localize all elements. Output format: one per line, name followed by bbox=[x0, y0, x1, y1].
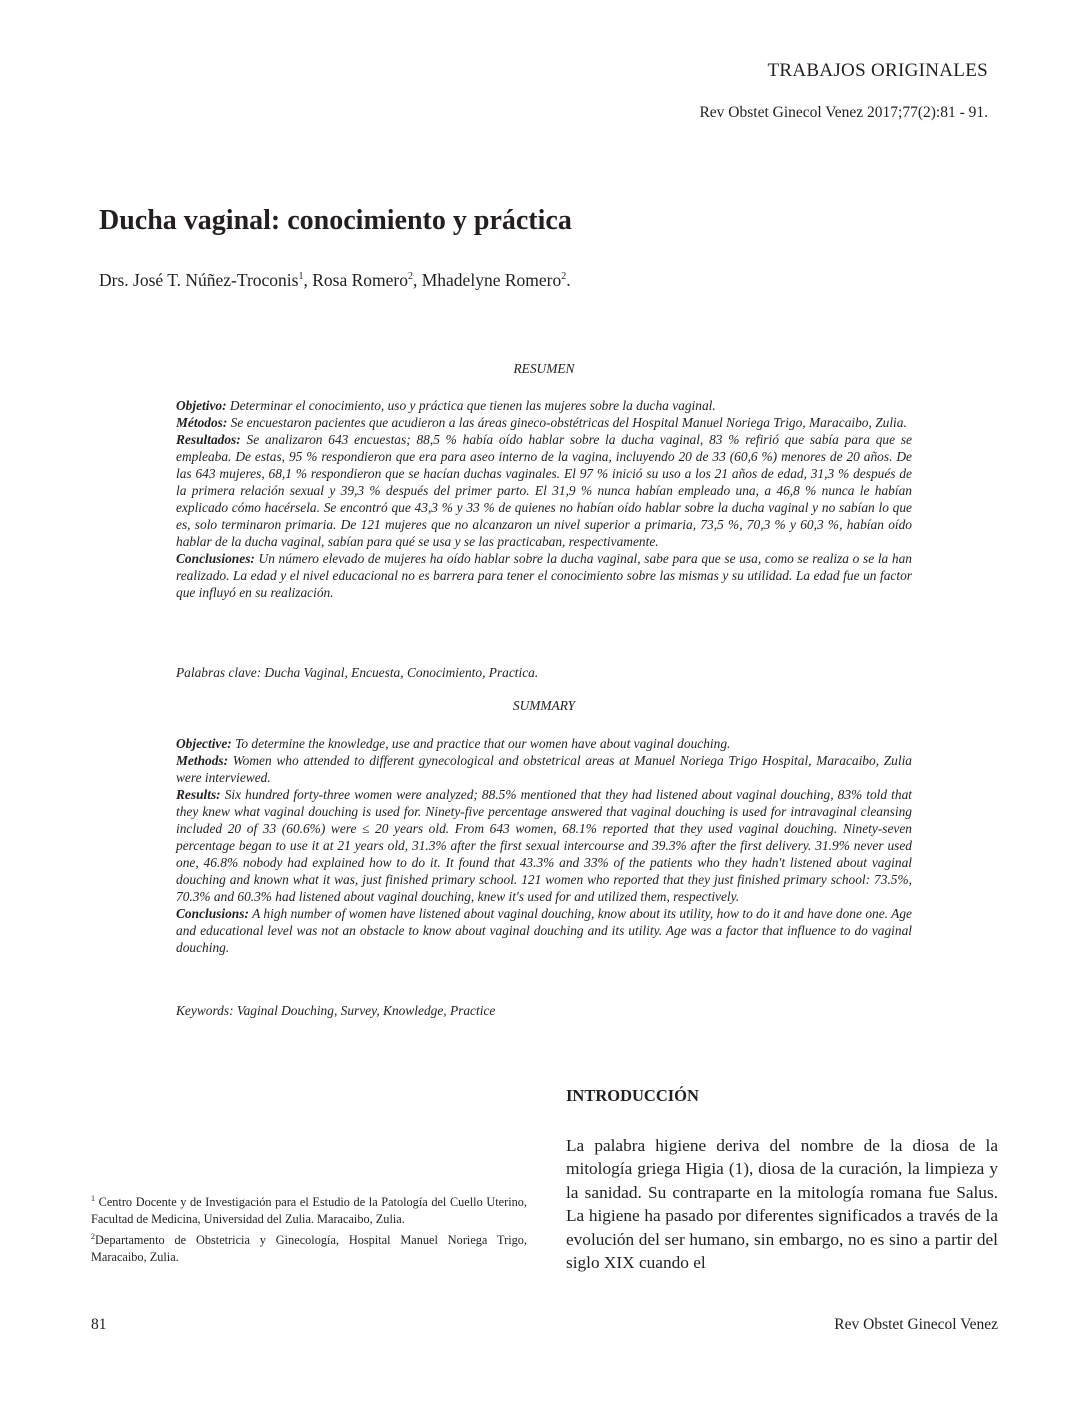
footnote-1 bbox=[91, 1190, 527, 1228]
summary-methods bbox=[176, 752, 912, 786]
summary-conclusions-label: Conclusions: bbox=[176, 906, 249, 921]
resumen-metodos bbox=[176, 414, 912, 431]
resumen-resultados-text: Se analizaron 643 encuestas; 88,5 % había oído hablar sobre la ducha vaginal, 83 % refirió que sabía para que se empleaba. De estas, 95 % respondieron que era para aseo interno de la vagina, incluyendo 20 de 33 (60,6 %) menores de 20 años. De las 643 mujeres, 68,1 % respondieron que se hacían duchas vaginales. El 97 % inició su uso a los 21 años de edad, 31,3 % después de la primera relación sexual y 39,3 % después del primer parto. El 31,9 % nunca habían empleado una, a 46,8 % nunca le habían explicado cómo hacérsela. Se encontró que 43,3 % y 33 % de quienes no habían oído hablar sobre la ducha vaginal y no sabían lo que es, solo terminaron primaria. De 121 mujeres que no alcanzaron un nivel superior a primaria, 73,5 %, 70,3 % y 60,3 %, habían oído hablar de la ducha vaginal, sabían para qué se usa y se las practicaban, respectivamente. bbox=[176, 432, 912, 549]
summary-body bbox=[176, 735, 912, 956]
author-1: Drs. José T. Núñez-Troconis bbox=[99, 270, 299, 290]
resumen-conclusiones bbox=[176, 550, 912, 601]
journal-citation: Rev Obstet Ginecol Venez 2017;77(2):81 - 91. bbox=[699, 104, 988, 121]
footnotes bbox=[91, 1190, 527, 1266]
footnote-2 bbox=[91, 1228, 527, 1266]
summary-heading: SUMMARY bbox=[512, 698, 576, 713]
resumen-objetivo-text: Determinar el conocimiento, uso y práctica que tienen las mujeres sobre la ducha vaginal. bbox=[226, 398, 716, 413]
running-footer: Rev Obstet Ginecol Venez bbox=[834, 1316, 998, 1333]
section-label: TRABAJOS ORIGINALES bbox=[767, 60, 988, 81]
summary-objective-text: To determine the knowledge, use and practice that our women have about vaginal douching. bbox=[231, 736, 731, 751]
affiliation-mark: 2 bbox=[561, 271, 567, 283]
footnote-mark: 2 bbox=[91, 1232, 95, 1242]
article-title: Ducha vaginal: conocimiento y práctica bbox=[99, 205, 572, 236]
resumen-conclusiones-text: Un número elevado de mujeres ha oído hablar sobre la ducha vaginal, sabe para que se usa, como se realiza o se la han realizado. La edad y el nivel educacional no es barrera para tener el conocimiento sobre las mismas y su utilidad. La edad fue un factor que influyó en su realización. bbox=[176, 551, 912, 600]
summary-conclusions-text: A high number of women have listened about vaginal douching, know about its utility, how to do it and have done one. Age and educational level was not an obstacle to know about vaginal douching and its utility. Age was a factor that influence to do vaginal douching. bbox=[176, 906, 912, 955]
resumen-resultados-label: Resultados: bbox=[176, 432, 241, 447]
author-3: , Mhadelyne Romero bbox=[412, 270, 562, 290]
resumen-conclusiones-label: Conclusiones: bbox=[176, 551, 255, 566]
summary-keywords: Keywords: Vaginal Douching, Survey, Knowledge, Practice bbox=[176, 1003, 496, 1018]
summary-results-text: Six hundred forty-three women were analyzed; 88.5% mentioned that they had listened about vaginal douching, 83% told that they knew what vaginal douching is used for. Ninety-five percentage answered that vaginal douching is used for intravaginal cleansing included 20 of 33 (60.6%) were ≤ 20 years old. From 643 women, 68.1% reported that they used vaginal douching. Ninety-seven percentage began to use it at 21 years old, 31.3% after the first sexual intercourse and 39.3% after the first delivery. 31.9% never used one, 46.8% nobody had explained how to do it. It found that 43.3% and 33% of the patients who they hadn't listened about vaginal douching and known what it was, just finished primary school. 121 women who reported that they just finished primary school: 73.5%, 70.3% and 60.3% had listened about vaginal douching, knew it's used for and utilized them, respectively. bbox=[176, 787, 912, 904]
resumen-heading: RESUMEN bbox=[513, 361, 575, 376]
summary-methods-label: Methods: bbox=[176, 753, 229, 768]
resumen-objetivo-label: Objetivo: bbox=[176, 398, 227, 413]
author-2: , Rosa Romero bbox=[303, 270, 408, 290]
introduction-text bbox=[566, 1134, 998, 1274]
summary-objective-label: Objective: bbox=[176, 736, 232, 751]
introduction-paragraph: La palabra higiene deriva del nombre de la diosa de la mitología griega Higia (1), diosa de la curación, la limpieza y la sanidad. Su contraparte en la mitología romana fue Salus. La higiene ha pasado por diferentes significados a través de la evolución del ser humano, sin embargo, no es sino a partir del siglo XIX cuando el bbox=[566, 1136, 998, 1273]
summary-conclusions bbox=[176, 905, 912, 956]
page-number: 81 bbox=[91, 1316, 107, 1333]
resumen-keywords: Palabras clave: Ducha Vaginal, Encuesta, Conocimiento, Practica. bbox=[176, 665, 539, 680]
affiliation-mark: 1 bbox=[298, 271, 304, 283]
summary-objective bbox=[176, 735, 912, 752]
resumen-body bbox=[176, 397, 912, 601]
affiliation-mark: 2 bbox=[407, 271, 413, 283]
resumen-resultados bbox=[176, 431, 912, 550]
summary-results bbox=[176, 786, 912, 905]
summary-results-label: Results: bbox=[176, 787, 221, 802]
introduction-heading: INTRODUCCIÓN bbox=[566, 1086, 699, 1105]
resumen-objetivo bbox=[176, 397, 912, 414]
summary-methods-text: Women who attended to different gynecological and obstetrical areas at Manuel Noriega Trigo Hospital, Maracaibo, Zulia were interviewed. bbox=[176, 753, 912, 785]
article-authors bbox=[99, 270, 571, 291]
footnote-2-text: Departamento de Obstetricia y Ginecología, Hospital Manuel Noriega Trigo, Maracaibo, Zulia. bbox=[91, 1233, 527, 1265]
authors-end: . bbox=[566, 270, 571, 290]
resumen-metodos-label: Métodos: bbox=[176, 415, 228, 430]
footnote-mark: 1 bbox=[91, 1194, 95, 1203]
resumen-metodos-text: Se encuestaron pacientes que acudieron a las áreas gineco-obstétricas del Hospital Manuel Noriega Trigo, Maracaibo, Zulia. bbox=[227, 415, 907, 430]
footnote-1-text: Centro Docente y de Investigación para el Estudio de la Patología del Cuello Uterino, Facultad de Medicina, Universidad del Zulia. Maracaibo, Zulia. bbox=[91, 1195, 527, 1227]
